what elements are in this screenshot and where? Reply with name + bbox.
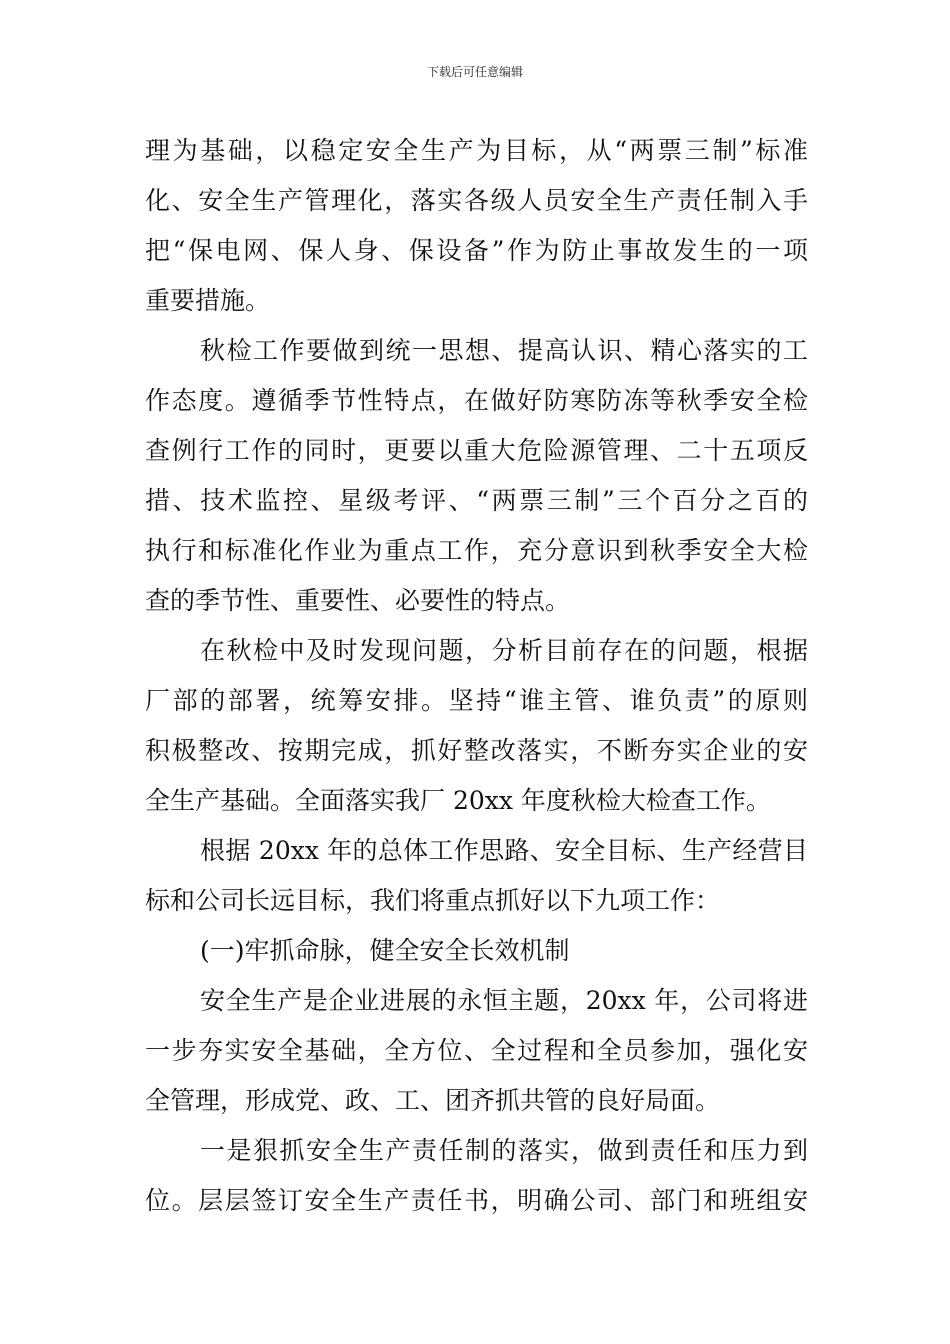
text-line: 标和公司长远目标，我们将重点抓好以下九项工作： [145,886,721,915]
text-line: 一是狠抓安全生产责任制的落实，做到责任和压力到 [200,1136,808,1165]
paragraph [145,826,808,926]
paragraph [145,326,808,626]
paragraph [145,626,808,826]
text-line: 作态度。遵循季节性特点，在做好防寒防冻等秋季安全检 [145,386,808,415]
text-line: 查例行工作的同时，更要以重大危险源管理、二十五项反 [145,436,808,465]
document-body [145,126,808,1226]
text-line: 秋检工作要做到统一思想、提高认识、精心落实的工 [200,336,808,365]
text-line: 执行和标准化作业为重点工作，充分意识到秋季安全大检 [145,536,808,565]
paragraph [145,1126,808,1226]
text-line: 化、安全生产管理化，落实各级人员安全生产责任制入手 [145,186,808,215]
paragraph [145,126,808,326]
text-line: 根据 20xx 年的总体工作思路、安全目标、生产经营目 [200,836,808,865]
text-line: 在秋检中及时发现问题，分析目前存在的问题，根据 [200,636,808,665]
text-line: 积极整改、按期完成，抓好整改落实，不断夯实企业的安 [145,736,808,765]
text-line: 安全生产是企业进展的永恒主题，20xx 年，公司将进 [200,986,808,1015]
paragraph [145,976,808,1126]
text-line: 厂部的部署，统筹安排。坚持“谁主管、谁负责”的原则 [145,686,808,715]
text-line: 查的季节性、重要性、必要性的特点。 [145,586,571,615]
text-line: 全生产基础。全面落实我厂 20xx 年度秋检大检查工作。 [145,786,771,815]
text-line: 重要措施。 [145,286,271,315]
text-line: 一步夯实安全基础，全方位、全过程和全员参加，强化安 [145,1036,808,1065]
text-line: 措、技术监控、星级考评、“两票三制”三个百分之百的 [145,486,808,515]
text-line: 理为基础，以稳定安全生产为目标，从“两票三制”标准 [145,136,808,165]
section-heading [145,926,808,976]
text-line: 全管理，形成党、政、工、团齐抓共管的良好局面。 [145,1086,721,1115]
page-header: 下载后可任意编辑 [426,65,523,79]
text-line: 把“保电网、保人身、保设备”作为防止事故发生的一项 [145,236,808,265]
text-line: (一)牢抓命脉，健全安全长效机制 [200,936,570,965]
text-line: 位。层层签订安全生产责任书，明确公司、部门和班组安 [145,1186,808,1215]
